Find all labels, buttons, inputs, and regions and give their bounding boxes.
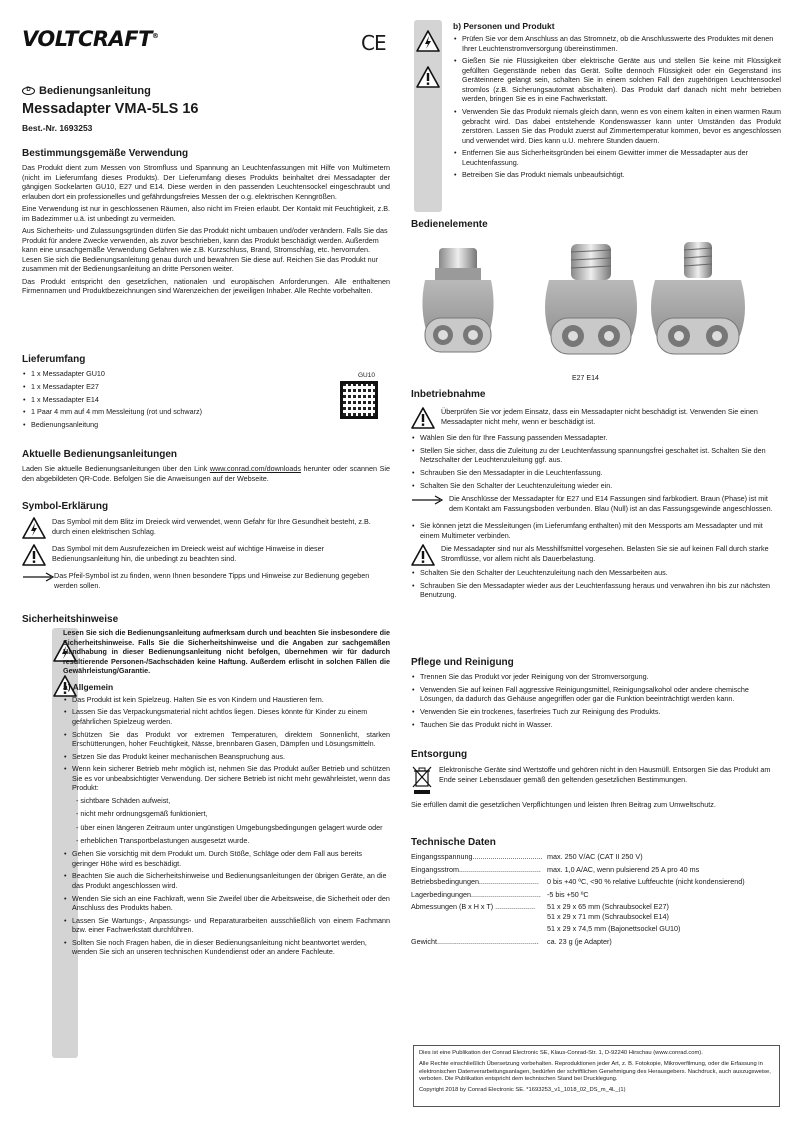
- persons-section: [453, 21, 781, 183]
- list-item: • Gehen Sie vorsichtig mit dem Produkt um. Durch Stöße, Schläge oder dem Fall aus bereits geringer Höhe wird es beschädigt.: [63, 849, 390, 868]
- startup-section: [411, 388, 781, 603]
- list-item: • Trennen Sie das Produkt vor jeder Reinigung von der Stromversorgung.: [411, 672, 781, 682]
- list-item: • Beachten Sie auch die Sicherheitshinweise und Bedienungsanleitungen der übrigen Geräte, an die das Produkt angeschlossen wird.: [63, 871, 390, 890]
- safety-body: [63, 628, 390, 960]
- list-item: • Schalten Sie den Schalter der Leuchtenzuleitung nach den Messarbeiten aus.: [411, 568, 781, 578]
- section-heading: Symbol-Erklärung: [22, 501, 109, 512]
- safety-section: [22, 613, 390, 629]
- adapter-photo: [411, 238, 781, 370]
- exclamation-warning-icon: [416, 66, 440, 88]
- section-heading: Inbetriebnahme: [411, 389, 486, 400]
- list-item: • Tauchen Sie das Produkt nicht in Wasser.: [411, 720, 781, 730]
- list-item: • Verwenden Sie das Produkt niemals gleich dann, wenn es von einem kalten in einen warmen Raum gebracht wird. Das dabei entstehende Kondenswasser kann unter Umständen das Produkt zerstören. Lassen Sie das Produkt zuerst auf Zimmertemperatur kommen, bevor es angeschlossen und verwendet wird. Dies kann u.U. mehrere Stunden dauern.: [453, 107, 781, 145]
- section-heading: Entsorgung: [411, 749, 468, 760]
- care-section: [411, 656, 781, 732]
- table-row: Eingangsstrom......................................... max. 1,0 A/AC, wenn pulsierend 25 A pro 40 ms: [411, 864, 700, 874]
- safety-intro: Lesen Sie sich die Bedienungsanleitung aufmerksam durch und beachten Sie insbesondere die Sicherheitshinweise. Falls Sie die Sicherheitshinweise und die Angaben zur sachgemäßen Handhabung in dieser Bedienungsanleitung nicht befolgen, übernehmen wir für dadurch resultierende Personen-/Sachschäden keine Haftung. Außerdem erlischt in solchen Fällen die Gewährleistung/Garantie.: [63, 628, 390, 675]
- paragraph: Das Produkt entspricht den gesetzlichen, nationalen und europäischen Anforderungen. Alle enthaltenen Firmennamen und Produktbezeichnungen sind Warenzeichen der jeweiligen Inhaber. Alle Rechte vorbehalten.: [22, 276, 390, 296]
- intended-use-section: [22, 147, 390, 299]
- list-item: • Setzen Sie das Produkt keiner mechanischen Beanspruchung aus.: [63, 752, 390, 762]
- list-item: • Bedienungsanleitung: [22, 420, 390, 430]
- list-item: • Das Produkt ist kein Spielzeug. Halten Sie es von Kindern und Haustieren fern.: [63, 695, 390, 705]
- article-number: Best.-Nr. 1693253: [22, 123, 93, 133]
- list-item: • 1 x Messadapter GU10: [22, 369, 390, 379]
- symbols-section: [22, 500, 390, 598]
- list-item: • Schützen Sie das Produkt vor extremen Temperaturen, direktem Sonnenlicht, starken Erschütterungen, hoher Feuchtigkeit, Nässe, brennbaren Gasen, Dämpfen und Lösungsmitteln.: [63, 730, 390, 749]
- list-item: • 1 x Messadapter E27: [22, 382, 390, 392]
- table-row: Eingangsspannung................................... max. 250 V/AC (CAT II 250 V): [411, 852, 643, 862]
- care-list: [411, 672, 781, 729]
- arrow-tip-icon: [22, 572, 54, 582]
- downloads-link[interactable]: www.conrad.com/downloads: [209, 464, 301, 474]
- startup-tip: Die Anschlüsse der Messadapter für E27 und E14 Fassungen sind farbkodiert. Braun (Phase) ist mit dem Kontakt am Fassungsboden verbunden. Blau (Null) ist an das Fassungsgewinde angeschlossen.: [411, 494, 781, 516]
- list-item: • Stellen Sie sicher, dass die Zuleitung zu der Leuchtenfassung spannungsfrei geschaltet ist. Schalten Sie den Netzschalter der Leuchtenzuleitung ggf. aus.: [411, 446, 781, 465]
- list-item: • Schalten Sie den Schalter der Leuchtenzuleitung wieder ein.: [411, 481, 781, 491]
- table-row: Lagerbedingungen................................... -5 bis +50 ºC: [411, 889, 589, 899]
- table-row: Abmessungen (B x H x T) .................... 51 x 29 x 65 mm (Schraubsockel E27): [411, 902, 669, 912]
- startup-steps-2: [411, 521, 781, 540]
- list-item: • Gießen Sie nie Flüssigkeiten über elektrische Geräte aus und stellen Sie keine mit Flüssigkeit gefüllten Gegenstände neben das Gerät. Sollte dennoch Flüssigkeit oder ein Gegenstand ins Geräteinnere gelangt sein, schalten Sie in einem solchen Fall den zugehörigen Leuchtensockel stromlos (z.B. Sicherungsautomat abschalten). Das Produkt darf danach nicht mehr betrieben werden, bringen Sie es in eine Fachwerkstatt.: [453, 56, 781, 104]
- publisher-footer: Dies ist eine Publikation der Conrad Electronic SE, Klaus-Conrad-Str. 1, D-92240 Hirschau (www.conrad.com). Alle Rechte einschließlich Übersetzung vorbehalten. Reproduktionen jeder Art, z. B. Fotokopie, Mikroverfilmung, oder die Erfassung in elektronischen Datenverarbeitungsanlagen, bedürfen der schriftlichen Genehmigung des Herausgebers. Nachdruck, auch auszugsweise, verboten. Die Publikation entspricht dem technischen Stand bei Drucklegung. Copyright 2018 by Conrad Electronic SE. *1693253_v1_1018_02_DS_m_4L_(1): [413, 1045, 780, 1107]
- subsection-heading: b) Personen und Produkt: [453, 21, 555, 31]
- lightning-warning-icon: [22, 517, 46, 539]
- document-icon: D: [22, 87, 35, 95]
- paragraph: Eine Verwendung ist nur in geschlossenen Räumen, also nicht im Freien erlaubt. Der Kontakt mit Feuchtigkeit, z.B. im Badezimmer u.ä. ist unbedingt zu vermeiden.: [22, 204, 390, 223]
- table-row: 51 x 29 x 71 mm (Schraubsockel E14): [547, 911, 669, 921]
- section-heading: Bestimmungsgemäße Verwendung: [22, 148, 189, 159]
- list-item: • 1 x Messadapter E14: [22, 395, 390, 405]
- list-item: • Betreiben Sie das Produkt niemals unbeaufsichtigt.: [453, 170, 781, 180]
- weee-bin-icon: [411, 765, 433, 795]
- list-item: • Entfernen Sie aus Sicherheitsgründen bei einem Gewitter immer die Messadapter aus der Leuchtenfassung.: [453, 148, 781, 167]
- section-heading: Technische Daten: [411, 837, 496, 848]
- adapter-caption: E27 E14: [572, 375, 599, 382]
- table-row: Betriebsbedingungen.............................. 0 bis +40 ºC, <90 % relative Luftfeuchte (nicht kondensierend): [411, 877, 745, 887]
- scope-list: [22, 369, 390, 429]
- page-title: Messadapter VMA-5LS 16: [22, 101, 199, 117]
- controls-section: [411, 218, 779, 234]
- list-item: • Wählen Sie den für Ihre Fassung passenden Messadapter.: [411, 433, 781, 443]
- list-item: • Verwenden Sie auf keinen Fall aggressive Reinigungsmittel, Reinigungsalkohol oder andere chemische Lösungen, da dadurch das Gehäuse angegriffen oder gar die Funktion beeinträchtigt werden kann.: [411, 685, 781, 704]
- paragraph: Das Produkt dient zum Messen von Stromfluss und Spannung an Leuchtenfassungen mit Hilfe von Multimetern (nicht im Lieferumfang dieses Produkts). Der Lieferumfang dieses Produkts beinhaltet drei Messadapter der gängigen Sockelarten GU10, E27 und E14. Diese werden in den passenden Leuchtensockel eingeschraubt und erlauben dort ein professionelles und gefährdungsfreies Messen der o.g. elektrischen Kenngrößen.: [22, 163, 390, 201]
- paragraph: Laden Sie aktuelle Bedienungsanleitungen über den Link www.conrad.com/downloads herunter oder scannen Sie den abgebildeten QR-Code. Befolgen Sie die Anweisungen auf der Webseite.: [22, 464, 390, 483]
- table-row: 51 x 29 x 74,5 mm (Bajonettsockel GU10): [547, 924, 681, 934]
- e27-adapter: [545, 244, 637, 354]
- qr-code[interactable]: [340, 381, 378, 419]
- list-item: • Lassen Sie das Verpackungsmaterial nicht achtlos liegen. Dieses könnte für Kinder zu einem gefährlichen Spielzeug werden.: [63, 707, 390, 726]
- ce-mark: CE: [361, 31, 386, 55]
- list-item: • Lassen Sie Wartungs-, Anpassungs- und Reparaturarbeiten ausschließlich von einem Fachmann bzw. einer Fachwerkstatt durchführen.: [63, 916, 390, 935]
- tech-table: [411, 852, 781, 949]
- doc-type: D Bedienungsanleitung: [22, 84, 151, 99]
- list-item: • Sie können jetzt die Messleitungen (im Lieferumfang enthalten) mit den Messports am Messadapter und mit einem Multimeter verbinden.: [411, 521, 781, 540]
- startup-warning-2: Die Messadapter sind nur als Messhilfsmittel vorgesehen. Belasten Sie sie auf keinen Fall durch starke Stromflüsse, vor allem nicht als Dauerbelastung.: [411, 544, 781, 566]
- exclamation-warning-icon: [411, 544, 435, 566]
- paragraph: Sie erfüllen damit die gesetzlichen Verpflichtungen und leisten Ihren Beitrag zum Umweltschutz.: [411, 800, 716, 810]
- general-safety-list: [63, 695, 390, 957]
- disposal-section: [411, 748, 781, 813]
- brand-logo: VOLTCRAFT®: [22, 27, 159, 51]
- lightning-warning-icon: [416, 30, 440, 52]
- list-item: • Prüfen Sie vor dem Anschluss an das Stromnetz, ob die Anschlusswerte des Produktes mit denen Ihrer Leuchtenstromversorgung übereinstimmen.: [453, 34, 781, 53]
- section-heading: Lieferumfang: [22, 354, 86, 365]
- list-item: • Sollten Sie noch Fragen haben, die in dieser Bedienungsanleitung nicht beantwortet werden, wenden Sie sich an unseren technischen Kundendienst oder an andere Fachleute.: [63, 938, 390, 957]
- section-heading: Pflege und Reinigung: [411, 657, 514, 668]
- arrow-tip-icon: [411, 495, 443, 505]
- section-heading: Sicherheitshinweise: [22, 614, 119, 625]
- e14-adapter: [651, 242, 745, 354]
- symbol-lightning-row: Das Symbol mit dem Blitz im Dreieck wird verwendet, wenn Gefahr für Ihre Gesundheit besteht, z.B. durch einen elektrischen Schlag.: [22, 517, 390, 539]
- startup-warning-1: Überprüfen Sie vor jedem Einsatz, dass ein Messadapter nicht beschädigt ist. Verwenden Sie einen Messadapter nicht mehr, wenn er beschädigt ist.: [411, 407, 781, 429]
- tech-section: [411, 836, 781, 949]
- list-item: • Wenn kein sicherer Betrieb mehr möglich ist, nehmen Sie das Produkt außer Betrieb und schützen Sie es vor unbeabsichtigter Verwendung. Der sichere Betrieb ist nicht mehr gewährleistet, wenn das Produkt: - sichtbare Schäden aufweist, - nicht mehr ordnungsgemäß funktioniert, - über einen längeren Zeitraum unter ungünstigen Umgebungsbedingungen gelagert wurde oder - erheblichen Transportbelastungen ausgesetzt wurde.: [63, 764, 390, 846]
- list-item: • Schrauben Sie den Messadapter in die Leuchtenfassung.: [411, 468, 781, 478]
- subsection-heading: a) Allgemein: [63, 681, 114, 692]
- disposal-row: Elektronische Geräte sind Wertstoffe und gehören nicht in den Hausmüll. Entsorgen Sie das Produkt am Ende seiner Lebensdauer gemäß den geltenden gesetzlichen Bestimmungen.: [411, 765, 781, 795]
- symbol-arrow-row: Das Pfeil-Symbol ist zu finden, wenn Ihnen besondere Tipps und Hinweise zur Bedienung gegeben werden sollen.: [22, 571, 390, 593]
- exclamation-warning-icon: [411, 407, 435, 429]
- paragraph: Aus Sicherheits- und Zulassungsgründen dürfen Sie das Produkt nicht umbauen und/oder verändern. Falls Sie das Produkt für andere Zwecke verwenden, als zuvor beschrieben, kann das Produkt beschädigt werden. Außerdem kann eine unsachgemäße Verwendung Gefahren wie z.B. Kurzschluss, Brand, Stromschlag, etc. hervorrufen. Lesen Sie sich die Bedienungsanleitung genau durch und bewahren Sie diese auf. Reichen Sie das Produkt nur zusammen mit der Bedienungsanleitung an dritte Personen weiter.: [22, 226, 388, 274]
- list-item: • Verwenden Sie ein trockenes, faserfreies Tuch zur Reinigung des Produkts.: [411, 707, 781, 717]
- gu10-adapter: [422, 248, 493, 352]
- list-item: • 1 Paar 4 mm auf 4 mm Messleitung (rot und schwarz): [22, 407, 390, 417]
- table-row: Gewicht................................................... ca. 23 g (je Adapter): [411, 936, 612, 946]
- exclamation-warning-icon: [22, 544, 46, 566]
- list-item: • Wenden Sie sich an eine Fachkraft, wenn Sie Zweifel über die Arbeitsweise, die Sicherheit oder den Anschluss des Produkts haben.: [63, 894, 390, 913]
- list-item: • Schrauben Sie den Messadapter wieder aus der Leuchtenfassung heraus und verwahren ihn bis zur nächsten Benutzung.: [411, 581, 781, 600]
- symbol-exclamation-row: Das Symbol mit dem Ausrufezeichen im Dreieck weist auf wichtige Hinweise in dieser Bedienungsanleitung hin, die unbedingt zu beachten sind.: [22, 544, 390, 566]
- conditions-list: - sichtbare Schäden aufweist, - nicht mehr ordnungsgemäß funktioniert, - über einen längeren Zeitraum unter ungünstigen Umgebungsbedingungen gelagert wurde oder - erheblichen Transportbelastungen ausgesetzt wurde.: [76, 795, 383, 846]
- section-heading: Aktuelle Bedienungsanleitungen: [22, 449, 178, 460]
- startup-steps-3: [411, 568, 781, 600]
- manuals-section: [22, 448, 390, 486]
- qr-label: GU10: [358, 372, 375, 379]
- section-heading: Bedienelemente: [411, 219, 488, 230]
- persons-safety-list: [453, 34, 781, 180]
- startup-steps: [411, 433, 781, 490]
- scope-section: [22, 353, 390, 433]
